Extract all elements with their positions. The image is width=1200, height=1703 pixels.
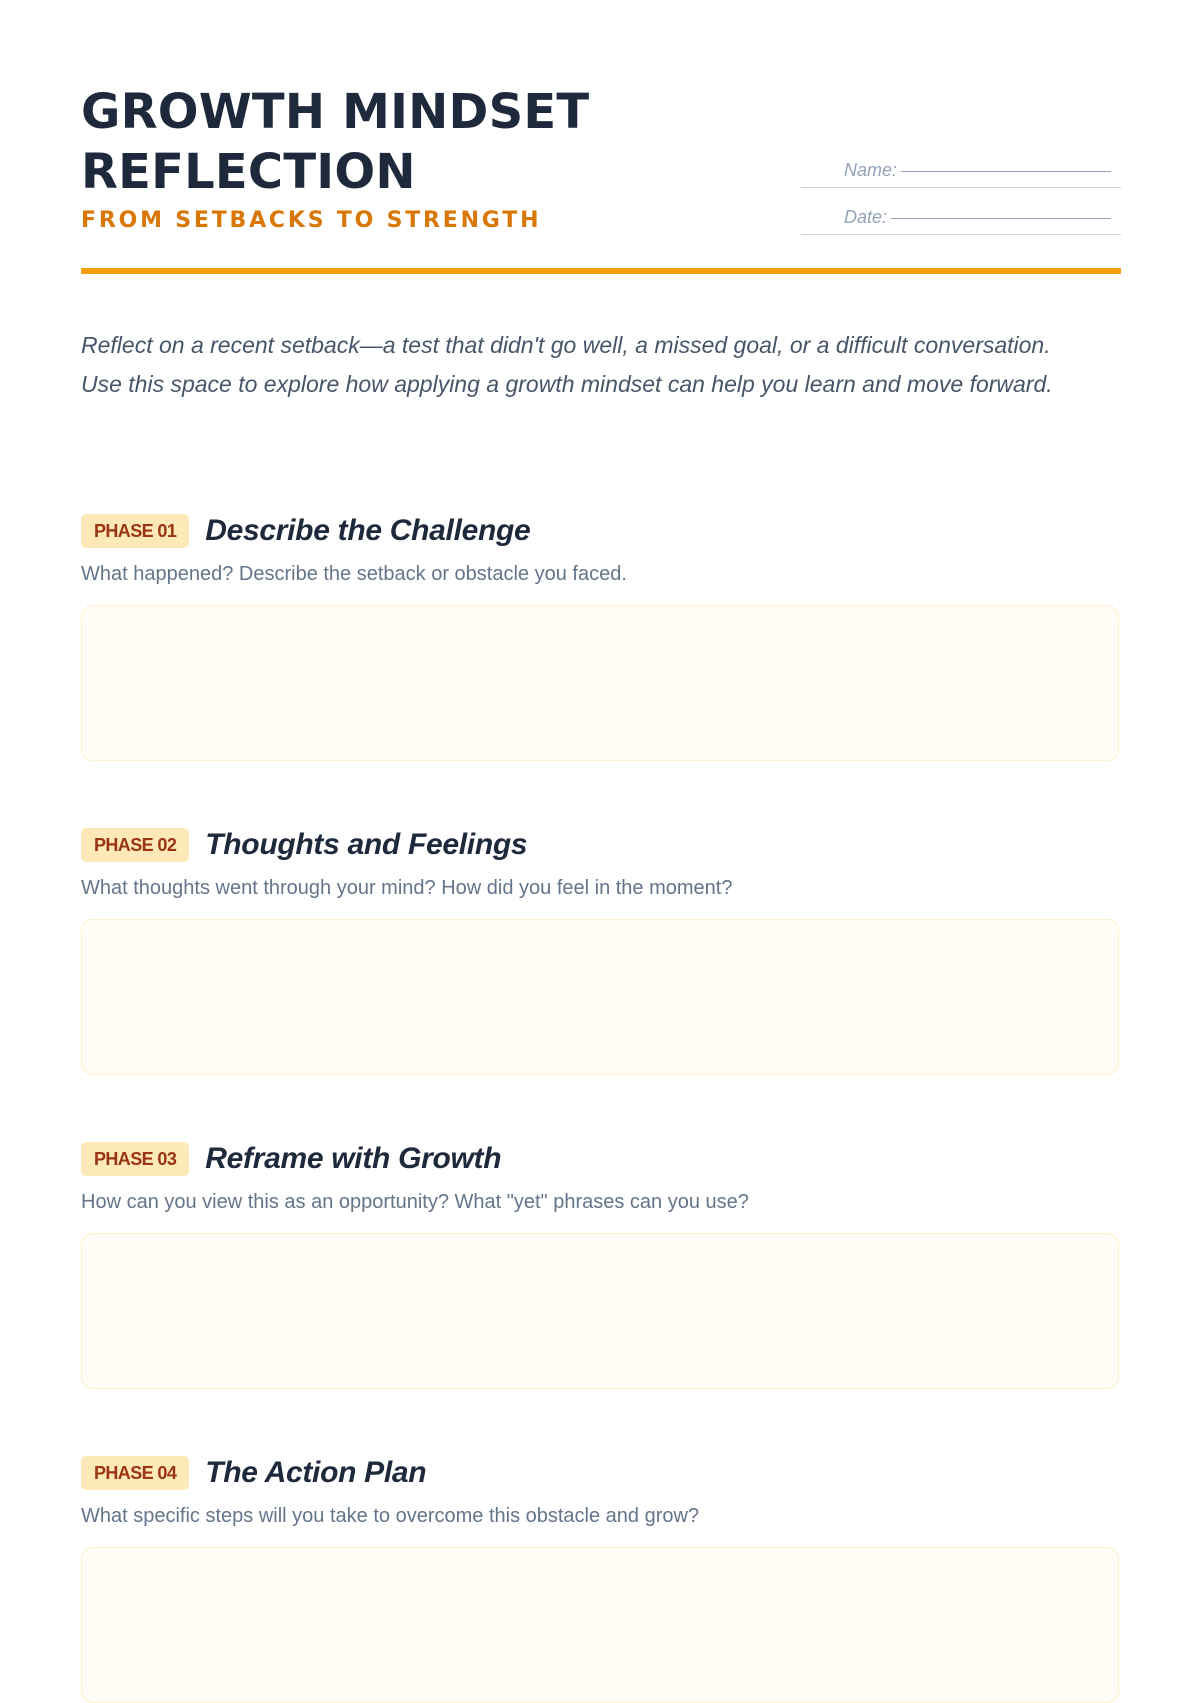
phase-title: Thoughts and Feelings bbox=[205, 828, 528, 861]
answer-box[interactable] bbox=[81, 919, 1119, 1075]
title-line-2: REFLECTION bbox=[81, 144, 416, 200]
name-blank-line bbox=[901, 171, 1111, 172]
name-label: Name: bbox=[843, 160, 897, 180]
phase-prompt: What happened? Describe the setback or obstacle you faced. bbox=[81, 563, 627, 585]
header-divider bbox=[81, 268, 1121, 274]
phase-title: Describe the Challenge bbox=[205, 514, 531, 547]
phase-heading bbox=[81, 1141, 1121, 1177]
title-line-1: GROWTH MINDSET bbox=[81, 84, 590, 140]
name-field[interactable] bbox=[801, 160, 1121, 188]
worksheet-page bbox=[81, 0, 1121, 1527]
date-field[interactable] bbox=[801, 207, 1121, 235]
page-subtitle: FROM SETBACKS TO STRENGTH bbox=[81, 208, 542, 233]
phase-heading bbox=[81, 513, 1121, 549]
phase-heading bbox=[81, 827, 1121, 863]
phase-prompt: What thoughts went through your mind? How did you feel in the moment? bbox=[81, 877, 733, 899]
phase-section-1 bbox=[81, 513, 1121, 585]
date-blank-line bbox=[891, 218, 1111, 219]
phase-badge: PHASE 04 bbox=[81, 1456, 189, 1490]
answer-box[interactable] bbox=[81, 605, 1119, 761]
phase-title: The Action Plan bbox=[205, 1456, 427, 1489]
phase-badge: PHASE 02 bbox=[81, 828, 189, 862]
phase-heading bbox=[81, 1455, 1121, 1491]
date-label: Date: bbox=[843, 207, 887, 227]
intro-text: Reflect on a recent setback—a test that didn't go well, a missed goal, or a difficult conversation. Use this space to explore how applying a growth mindset can help you learn and move forward. bbox=[81, 332, 1053, 397]
phase-badge: PHASE 01 bbox=[81, 514, 189, 548]
phase-section-2 bbox=[81, 827, 1121, 899]
answer-box[interactable] bbox=[81, 1233, 1119, 1389]
phase-prompt: What specific steps will you take to overcome this obstacle and grow? bbox=[81, 1505, 700, 1527]
worksheet-header bbox=[81, 0, 1121, 275]
phase-title: Reframe with Growth bbox=[205, 1142, 502, 1175]
phase-prompt: How can you view this as an opportunity? What "yet" phrases can you use? bbox=[81, 1191, 749, 1213]
answer-box[interactable] bbox=[81, 1547, 1119, 1703]
phase-badge: PHASE 03 bbox=[81, 1142, 189, 1176]
phase-section-3 bbox=[81, 1141, 1121, 1213]
phase-section-4 bbox=[81, 1455, 1121, 1527]
page-title bbox=[81, 82, 701, 202]
